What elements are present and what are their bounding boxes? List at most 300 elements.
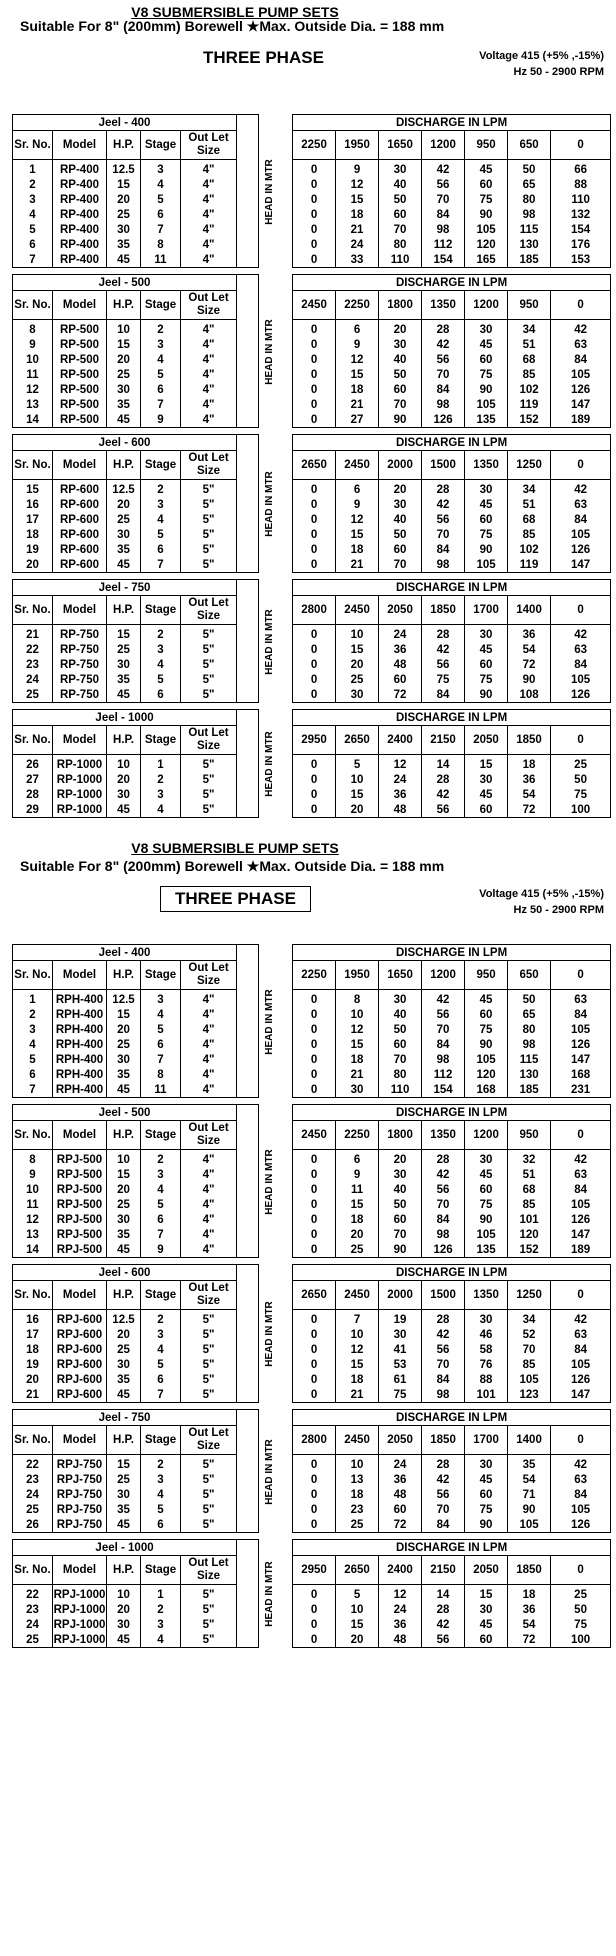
table-row: [13, 557, 611, 573]
head-value: 20: [336, 1227, 379, 1242]
cell-outlet: 5": [181, 1455, 237, 1473]
head-value: 20: [379, 1150, 422, 1168]
head-value: 40: [379, 352, 422, 367]
head-value: 11: [336, 1182, 379, 1197]
pump-group: [12, 1409, 610, 1533]
head-value: 23: [336, 1502, 379, 1517]
cell-hp: 20: [107, 1602, 141, 1617]
lpm-value: 2050: [379, 1426, 422, 1455]
cell-hp: 20: [107, 772, 141, 787]
head-value: 12: [379, 1585, 422, 1603]
head-value: 70: [379, 1052, 422, 1067]
head-in-mtr-label: [237, 1410, 275, 1533]
lpm-value: 1200: [422, 131, 465, 160]
head-value: 30: [465, 1455, 508, 1473]
cell-stage: 4: [141, 1342, 181, 1357]
table-row: [13, 1067, 611, 1082]
head-value: 168: [465, 1082, 508, 1098]
cell-model: RPH-400: [53, 1082, 107, 1098]
table-row: [13, 320, 611, 338]
head-value: 21: [336, 1387, 379, 1403]
head-value: 52: [508, 1327, 551, 1342]
head-value: 36: [379, 1472, 422, 1487]
cell-outlet: 4": [181, 252, 237, 268]
head-value: 28: [422, 1455, 465, 1473]
cell-sr: 14: [13, 1242, 53, 1258]
head-value: 123: [508, 1387, 551, 1403]
catalog-section: [0, 840, 616, 1648]
head-value: 0: [293, 1632, 336, 1648]
cell-sr: 2: [13, 177, 53, 192]
cell-hp: 30: [107, 1357, 141, 1372]
cell-hp: 45: [107, 1517, 141, 1533]
col-outlet-size: Out Let Size: [181, 291, 237, 320]
cell-sr: 19: [13, 1357, 53, 1372]
table-row: [13, 1197, 611, 1212]
cell-outlet: 4": [181, 1167, 237, 1182]
cell-model: RPJ-600: [53, 1327, 107, 1342]
col-sr-no: Sr. No.: [13, 726, 53, 755]
table-row: [13, 1037, 611, 1052]
head-value: 132: [551, 207, 611, 222]
cell-model: RP-600: [53, 527, 107, 542]
cell-model: RPJ-750: [53, 1517, 107, 1533]
head-value: 34: [508, 480, 551, 498]
head-value: 70: [422, 1357, 465, 1372]
head-value: 84: [422, 687, 465, 703]
cell-sr: 29: [13, 802, 53, 818]
cell-model: RPH-400: [53, 1067, 107, 1082]
head-value: 14: [422, 755, 465, 773]
group-name: Jeel - 400: [13, 115, 237, 131]
col-hp: H.P.: [107, 131, 141, 160]
head-value: 0: [293, 207, 336, 222]
cell-sr: 16: [13, 497, 53, 512]
table-row: [13, 1455, 611, 1473]
head-value: 105: [465, 397, 508, 412]
cell-sr: 24: [13, 1487, 53, 1502]
head-value: 60: [379, 542, 422, 557]
head-in-mtr-text: HEAD IN MTR: [263, 1148, 275, 1215]
lpm-value: 0: [551, 961, 611, 990]
cell-model: RPJ-750: [53, 1502, 107, 1517]
head-value: 90: [508, 1502, 551, 1517]
head-value: 126: [551, 1212, 611, 1227]
head-value: 15: [336, 787, 379, 802]
head-value: 24: [379, 1602, 422, 1617]
pump-table: [12, 1104, 611, 1258]
cell-stage: 11: [141, 252, 181, 268]
cell-stage: 3: [141, 1617, 181, 1632]
cell-outlet: 5": [181, 557, 237, 573]
head-value: 84: [551, 657, 611, 672]
lpm-value: 2450: [336, 1426, 379, 1455]
cell-sr: 17: [13, 512, 53, 527]
head-value: 56: [422, 1342, 465, 1357]
cell-sr: 8: [13, 320, 53, 338]
head-value: 42: [551, 320, 611, 338]
head-value: 130: [508, 1067, 551, 1082]
discharge-label: DISCHARGE IN LPM: [293, 580, 611, 596]
cell-model: RPJ-600: [53, 1310, 107, 1328]
lpm-value: 950: [465, 961, 508, 990]
spacer: [259, 580, 293, 596]
lpm-value: 1500: [422, 451, 465, 480]
col-model: Model: [53, 726, 107, 755]
sheet-title-text: V8 SUBMERSIBLE PUMP SETS: [131, 840, 339, 856]
cell-hp: 15: [107, 625, 141, 643]
col-stage: Stage: [141, 451, 181, 480]
head-value: 84: [551, 1487, 611, 1502]
head-value: 0: [293, 222, 336, 237]
col-sr-no: Sr. No.: [13, 451, 53, 480]
cell-model: RP-750: [53, 642, 107, 657]
lpm-value: 1200: [422, 961, 465, 990]
cell-outlet: 5": [181, 657, 237, 672]
head-value: 12: [336, 177, 379, 192]
col-outlet-size: Out Let Size: [181, 961, 237, 990]
col-outlet-size: Out Let Size: [181, 131, 237, 160]
cell-stage: 5: [141, 1022, 181, 1037]
cell-stage: 6: [141, 1517, 181, 1533]
cell-hp: 45: [107, 1082, 141, 1098]
head-value: 75: [465, 192, 508, 207]
head-value: 0: [293, 367, 336, 382]
head-in-mtr-text: HEAD IN MTR: [263, 1561, 275, 1627]
phase-label: THREE PHASE: [160, 886, 311, 912]
cell-stage: 3: [141, 1327, 181, 1342]
cell-hp: 12.5: [107, 160, 141, 178]
cell-stage: 3: [141, 1472, 181, 1487]
lpm-value: 2450: [336, 596, 379, 625]
cell-stage: 2: [141, 1455, 181, 1473]
lpm-value: 2250: [293, 131, 336, 160]
head-value: 50: [551, 1602, 611, 1617]
head-value: 18: [508, 1585, 551, 1603]
cell-sr: 4: [13, 1037, 53, 1052]
group-name: Jeel - 1000: [13, 710, 237, 726]
head-value: 154: [551, 222, 611, 237]
col-hp: H.P.: [107, 596, 141, 625]
pump-group: [12, 114, 610, 268]
cell-sr: 18: [13, 1342, 53, 1357]
head-value: 84: [422, 207, 465, 222]
pump-catalog: [0, 4, 616, 1648]
head-value: 42: [422, 497, 465, 512]
table-row: [13, 412, 611, 428]
head-value: 8: [336, 990, 379, 1008]
sheet-subtitle: Suitable For 8" (200mm) Borewell ★Max. Outside Dia. = 188 mm: [20, 858, 445, 874]
head-value: 135: [465, 412, 508, 428]
column-header-row: [13, 1426, 611, 1455]
head-value: 0: [293, 1602, 336, 1617]
cell-hp: 45: [107, 1242, 141, 1258]
cell-sr: 15: [13, 480, 53, 498]
head-in-mtr-text: HEAD IN MTR: [263, 318, 275, 385]
head-value: 68: [508, 352, 551, 367]
head-value: 0: [293, 1487, 336, 1502]
table-row: [13, 480, 611, 498]
head-value: 90: [379, 412, 422, 428]
head-value: 147: [551, 397, 611, 412]
col-outlet-size: Out Let Size: [181, 1121, 237, 1150]
lpm-value: 650: [508, 961, 551, 990]
head-value: 115: [508, 222, 551, 237]
header-row: [13, 1105, 611, 1121]
head-value: 70: [422, 367, 465, 382]
head-value: 98: [422, 1052, 465, 1067]
cell-stage: 3: [141, 497, 181, 512]
head-value: 63: [551, 990, 611, 1008]
head-value: 12: [336, 1342, 379, 1357]
head-value: 27: [336, 412, 379, 428]
head-in-mtr-label: [237, 1265, 275, 1403]
head-value: 15: [465, 755, 508, 773]
cell-hp: 30: [107, 1617, 141, 1632]
head-value: 98: [508, 207, 551, 222]
head-value: 13: [336, 1472, 379, 1487]
head-value: 6: [336, 1150, 379, 1168]
head-value: 28: [422, 1602, 465, 1617]
cell-outlet: 5": [181, 1487, 237, 1502]
cell-model: RPH-400: [53, 1037, 107, 1052]
head-value: 15: [336, 1197, 379, 1212]
lpm-value: 2950: [293, 726, 336, 755]
cell-stage: 4: [141, 177, 181, 192]
head-value: 0: [293, 687, 336, 703]
group-name: Jeel - 600: [13, 435, 237, 451]
cell-stage: 8: [141, 1067, 181, 1082]
cell-model: RPJ-600: [53, 1342, 107, 1357]
cell-stage: 9: [141, 412, 181, 428]
head-value: 36: [379, 787, 422, 802]
cell-outlet: 4": [181, 397, 237, 412]
cell-outlet: 4": [181, 1037, 237, 1052]
cell-model: RP-500: [53, 367, 107, 382]
cell-sr: 18: [13, 527, 53, 542]
cell-sr: 26: [13, 755, 53, 773]
cell-sr: 23: [13, 657, 53, 672]
col-outlet-size: Out Let Size: [181, 1426, 237, 1455]
head-value: 21: [336, 1067, 379, 1082]
col-model: Model: [53, 961, 107, 990]
cell-stage: 7: [141, 1387, 181, 1403]
discharge-label: DISCHARGE IN LPM: [293, 115, 611, 131]
head-value: 70: [422, 1022, 465, 1037]
head-value: 60: [465, 1182, 508, 1197]
col-sr-no: Sr. No.: [13, 596, 53, 625]
col-hp: H.P.: [107, 1426, 141, 1455]
cell-sr: 5: [13, 1052, 53, 1067]
cell-outlet: 4": [181, 1197, 237, 1212]
head-value: 18: [336, 1052, 379, 1067]
head-value: 15: [336, 642, 379, 657]
head-value: 51: [508, 1167, 551, 1182]
table-row: [13, 352, 611, 367]
head-value: 45: [465, 1617, 508, 1632]
cell-model: RPH-400: [53, 1007, 107, 1022]
head-value: 42: [551, 480, 611, 498]
table-row: [13, 1007, 611, 1022]
head-value: 48: [379, 657, 422, 672]
lpm-value: 1850: [508, 726, 551, 755]
discharge-label: DISCHARGE IN LPM: [293, 275, 611, 291]
head-value: 110: [551, 192, 611, 207]
head-value: 75: [379, 1387, 422, 1403]
head-value: 0: [293, 320, 336, 338]
head-value: 102: [508, 382, 551, 397]
head-value: 42: [422, 1327, 465, 1342]
cell-hp: 30: [107, 787, 141, 802]
head-value: 60: [379, 672, 422, 687]
head-value: 75: [422, 672, 465, 687]
col-hp: H.P.: [107, 1556, 141, 1585]
cell-outlet: 4": [181, 222, 237, 237]
head-value: 50: [379, 1197, 422, 1212]
head-value: 119: [508, 397, 551, 412]
col-hp: H.P.: [107, 1121, 141, 1150]
cell-outlet: 4": [181, 1052, 237, 1067]
lpm-value: 2450: [293, 1121, 336, 1150]
cell-sr: 25: [13, 687, 53, 703]
table-row: [13, 657, 611, 672]
table-row: [13, 642, 611, 657]
head-value: 18: [336, 382, 379, 397]
lpm-value: 2250: [336, 291, 379, 320]
header-row: [13, 1265, 611, 1281]
head-value: 101: [508, 1212, 551, 1227]
head-value: 70: [422, 1197, 465, 1212]
table-row: [13, 397, 611, 412]
lpm-value: 1800: [379, 1121, 422, 1150]
head-value: 105: [508, 1517, 551, 1533]
lpm-value: 2650: [293, 1281, 336, 1310]
cell-sr: 5: [13, 222, 53, 237]
head-value: 30: [465, 625, 508, 643]
column-header-row: [13, 451, 611, 480]
head-value: 54: [508, 642, 551, 657]
head-value: 9: [336, 1167, 379, 1182]
cell-outlet: 5": [181, 687, 237, 703]
head-value: 0: [293, 672, 336, 687]
table-row: [13, 1602, 611, 1617]
cell-model: RP-600: [53, 480, 107, 498]
head-value: 10: [336, 625, 379, 643]
table-row: [13, 207, 611, 222]
cell-hp: 45: [107, 802, 141, 818]
head-value: 6: [336, 480, 379, 498]
cell-stage: 4: [141, 512, 181, 527]
lpm-value: 2250: [336, 1121, 379, 1150]
pump-table: [12, 709, 611, 818]
head-value: 60: [465, 802, 508, 818]
cell-outlet: 5": [181, 527, 237, 542]
head-value: 25: [336, 1242, 379, 1258]
lpm-value: 2800: [293, 596, 336, 625]
col-stage: Stage: [141, 961, 181, 990]
head-value: 72: [508, 802, 551, 818]
sheet-subtitle: Suitable For 8" (200mm) Borewell ★Max. Outside Dia. = 188 mm: [20, 18, 445, 34]
phase-label: THREE PHASE: [203, 48, 324, 67]
cell-outlet: 5": [181, 1357, 237, 1372]
spacer: [259, 945, 293, 961]
head-value: 36: [508, 625, 551, 643]
head-value: 15: [336, 1357, 379, 1372]
header-row: [13, 1540, 611, 1556]
cell-hp: 20: [107, 497, 141, 512]
cell-hp: 20: [107, 192, 141, 207]
cell-sr: 1: [13, 160, 53, 178]
head-value: 0: [293, 787, 336, 802]
head-value: 30: [465, 1310, 508, 1328]
lpm-value: 1400: [508, 1426, 551, 1455]
cell-model: RP-400: [53, 177, 107, 192]
spacer: [259, 1265, 293, 1281]
pump-group: [12, 1264, 610, 1403]
pump-group: [12, 709, 610, 818]
head-value: 105: [465, 1227, 508, 1242]
column-header-row: [13, 961, 611, 990]
head-value: 0: [293, 642, 336, 657]
cell-sr: 8: [13, 1150, 53, 1168]
head-value: 18: [336, 542, 379, 557]
head-value: 12: [336, 1022, 379, 1037]
head-value: 84: [551, 1182, 611, 1197]
col-stage: Stage: [141, 726, 181, 755]
cell-sr: 11: [13, 367, 53, 382]
head-value: 9: [336, 497, 379, 512]
head-value: 0: [293, 1310, 336, 1328]
head-value: 56: [422, 657, 465, 672]
lpm-value: 2650: [336, 726, 379, 755]
head-value: 30: [336, 687, 379, 703]
cell-sr: 23: [13, 1472, 53, 1487]
head-value: 42: [422, 1472, 465, 1487]
head-value: 126: [422, 1242, 465, 1258]
pump-group: [12, 579, 610, 703]
cell-stage: 1: [141, 1585, 181, 1603]
head-value: 85: [508, 1197, 551, 1212]
cell-sr: 7: [13, 1082, 53, 1098]
head-value: 84: [551, 1007, 611, 1022]
cell-sr: 10: [13, 1182, 53, 1197]
spacer: [259, 1410, 293, 1426]
head-value: 0: [293, 1022, 336, 1037]
column-header-row: [13, 1121, 611, 1150]
cell-stage: 4: [141, 1182, 181, 1197]
head-value: 147: [551, 1387, 611, 1403]
cell-outlet: 4": [181, 192, 237, 207]
head-value: 80: [379, 1067, 422, 1082]
head-value: 0: [293, 192, 336, 207]
table-row: [13, 1357, 611, 1372]
cell-sr: 3: [13, 1022, 53, 1037]
cell-outlet: 4": [181, 207, 237, 222]
head-value: 61: [379, 1372, 422, 1387]
table-row: [13, 687, 611, 703]
lpm-value: 2000: [379, 1281, 422, 1310]
head-value: 98: [422, 222, 465, 237]
table-row: [13, 337, 611, 352]
head-value: 56: [422, 1487, 465, 1502]
head-value: 80: [508, 192, 551, 207]
head-value: 18: [336, 1487, 379, 1502]
head-value: 75: [465, 1022, 508, 1037]
cell-hp: 45: [107, 1387, 141, 1403]
head-value: 24: [336, 237, 379, 252]
group-name: Jeel - 600: [13, 1265, 237, 1281]
head-value: 90: [465, 1212, 508, 1227]
